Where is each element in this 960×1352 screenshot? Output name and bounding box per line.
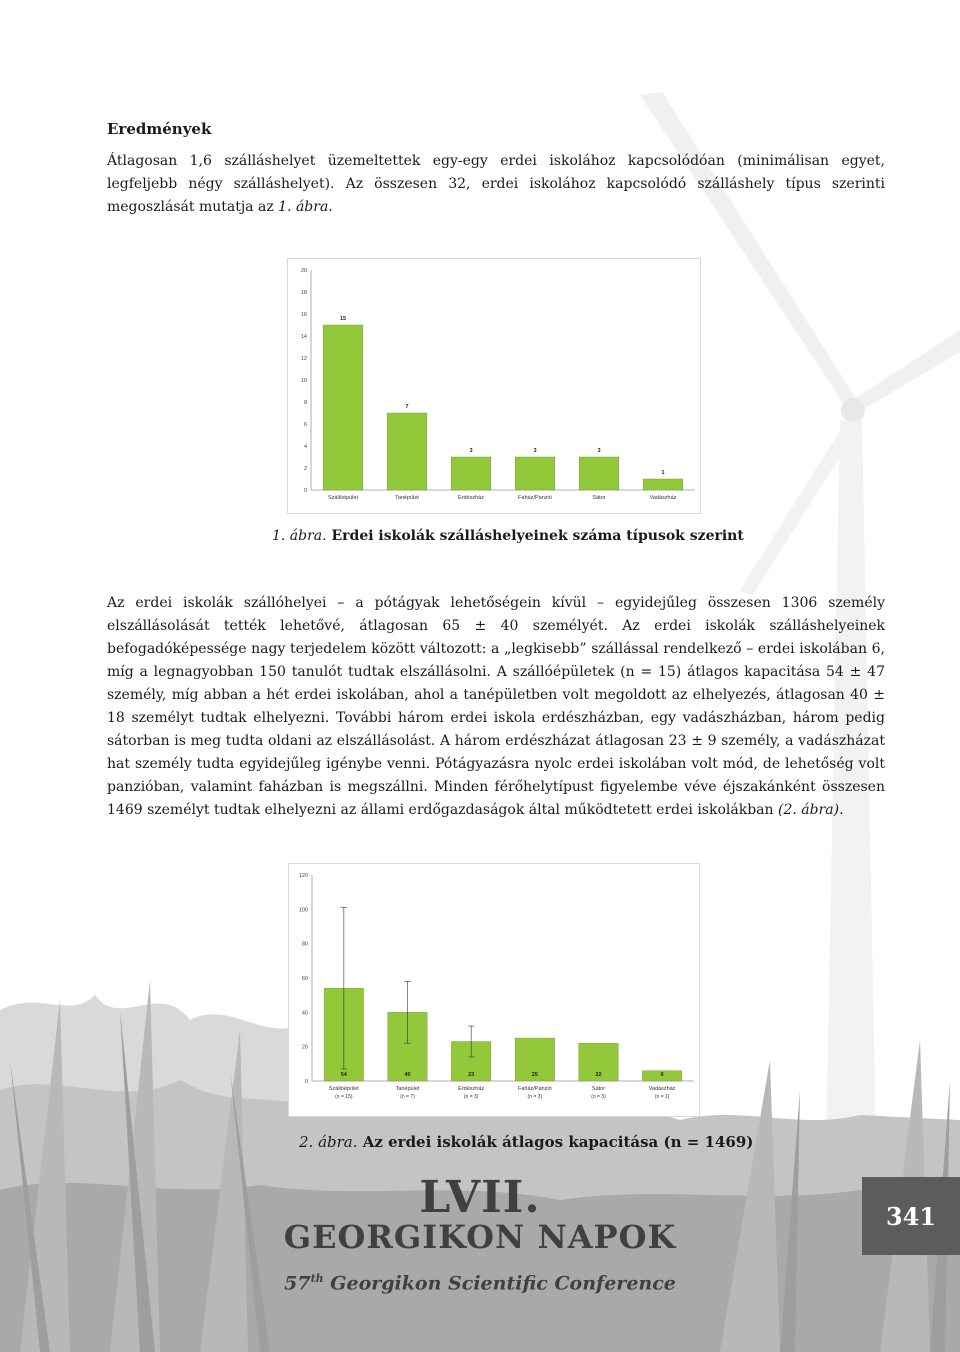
x-tick-label: Erdészház [458,1086,485,1092]
paragraph-capacity-text: Az erdei iskolák szállóhelyei – a pótágyak lehetőségein kívül – egyidejűleg összesen 1306 személy elszállásolását tették lehetővé, átlagosan 65 ± 40 személyét. Az erdei iskolák szálláshelyeinek befogadóképessége nagy terjedelem között változott: a „legkisebb” szállással rendelkező – erdei iskolában 6, míg a legnagyobban 150 tanulót tudtak elszállásolni. A szállóépületek (n = 15) átlagos kapacitása 54 ± 47 személy, míg abban a hét erdei iskolában, ahol a tanépületben volt megoldott az elhelyezés, átlagosan 40 ± 18 személyt tudtak elhelyezni. További három erdei iskola erdészházban, egy vadászházban, három pedig sátorban is meg tudta oldani az elszállásolást. A három erdészházat átlagosan 23 ± 9 személy, a vadászházat hat személy tudta egyidejűleg igénybe venni. Pótágyazásra nyolc erdei iskolában volt mód, de lehetőség volt panzióban, valamint faházban is megszállni. Minden férőhelytípust figyelembe véve éjszakánként összesen 1469 személyt tudtak elhelyezni az állami erdőgazdaságok által működtetett erdei iskolákban [107,595,885,818]
x-tick-sublabel: (n = 3) [463,1094,479,1100]
x-tick-sublabel: (n = 3) [527,1094,543,1100]
data-label: 1 [661,470,665,476]
x-tick-label: Szállóépület [328,495,358,501]
x-tick-label: Tanépület [395,495,419,501]
chart-accommodation-types [287,258,701,514]
y-tick-label: 8 [303,400,307,406]
y-tick-label: 10 [300,378,307,384]
page-number: 341 [885,1201,937,1231]
y-tick-label: 12 [300,356,307,362]
x-tick-sublabel: (n = 15) [335,1094,353,1100]
y-tick-label: 20 [301,1044,308,1051]
data-label: 40 [404,1072,411,1078]
x-tick-label: Faház/Panzió [518,495,552,501]
data-label: 15 [339,316,347,322]
x-tick-sublabel: (n = 7) [400,1094,415,1100]
figure-reference: (2. ábra). [777,802,844,818]
data-label: 25 [531,1072,538,1078]
bar [515,457,555,490]
paragraph-intro [107,150,885,219]
data-label: 3 [469,448,473,454]
x-tick-label: Sátor [592,495,606,501]
figure-reference: 1. ábra. [278,199,333,215]
data-label: 3 [533,448,537,454]
x-tick-label: Faház/Panzió [518,1086,552,1092]
y-tick-label: 60 [301,976,308,982]
y-tick-label: 14 [300,334,307,340]
x-tick-label: Tanépület [395,1086,420,1092]
y-tick-label: 80 [301,941,308,948]
bar [387,413,427,490]
figure1-caption [272,528,744,544]
conference-ordinal-suffix: th [310,1272,324,1285]
data-label: 3 [597,448,601,454]
conference-subtitle [0,1272,960,1294]
y-tick-label: 20 [300,268,307,274]
y-tick-label: 0 [304,1079,308,1085]
figure2-caption-label: 2. ábra. [299,1133,358,1151]
data-label: 7 [405,404,409,410]
x-tick-sublabel: (n = 3) [591,1094,606,1100]
x-tick-label: Erdészház [458,495,484,501]
bar [579,457,619,490]
x-tick-label: Sátor [591,1086,606,1092]
page-number-box [862,1177,960,1255]
conference-ordinal: 57 [284,1272,311,1295]
bar [643,479,683,490]
y-tick-label: 40 [301,1010,308,1017]
data-label: 54 [340,1072,347,1078]
figure2-caption-text: Az erdei iskolák átlagos kapacitása (n = 1469) [357,1133,754,1151]
data-label: 22 [595,1072,602,1078]
figure1-caption-label: 1. ábra. [272,528,327,544]
x-tick-label: Vadászház [648,1086,676,1092]
data-label: 23 [468,1072,475,1078]
y-tick-label: 100 [298,907,308,914]
x-tick-label: Vadászház [649,495,677,501]
y-tick-label: 0 [303,488,307,494]
conference-number: LVII. [419,1172,541,1223]
figure1-caption-text: Erdei iskolák szálláshelyeinek száma típusok szerint [326,528,744,544]
section-heading: Eredmények [107,120,212,138]
data-label: 6 [660,1072,664,1078]
bar [451,457,491,490]
y-tick-label: 120 [298,873,308,879]
x-tick-sublabel: (n = 1) [654,1094,670,1100]
x-tick-label: Szállóépület [328,1086,359,1092]
y-tick-label: 16 [300,312,307,318]
y-tick-label: 18 [300,290,307,296]
paragraph-intro-text: Átlagosan 1,6 szálláshelyet üzemeltettek egy-egy erdei iskolához kapcsolódóan (minimálisan egyet, legfeljebb négy szálláshelyet). Az összesen 32, erdei iskolához kapcsolódó szálláshely típus szerinti megoszlását mutatja az [107,153,885,215]
conference-title: GEORGIKON NAPOK [283,1218,677,1256]
y-tick-label: 6 [303,422,307,428]
paragraph-capacity [107,592,885,822]
chart-average-capacity [288,863,700,1117]
figure2-caption [299,1133,753,1151]
bar [323,325,363,490]
y-tick-label: 4 [303,444,307,450]
conference-subtitle-text: Georgikon Scientific Conference [323,1272,676,1295]
y-tick-label: 2 [303,466,307,472]
